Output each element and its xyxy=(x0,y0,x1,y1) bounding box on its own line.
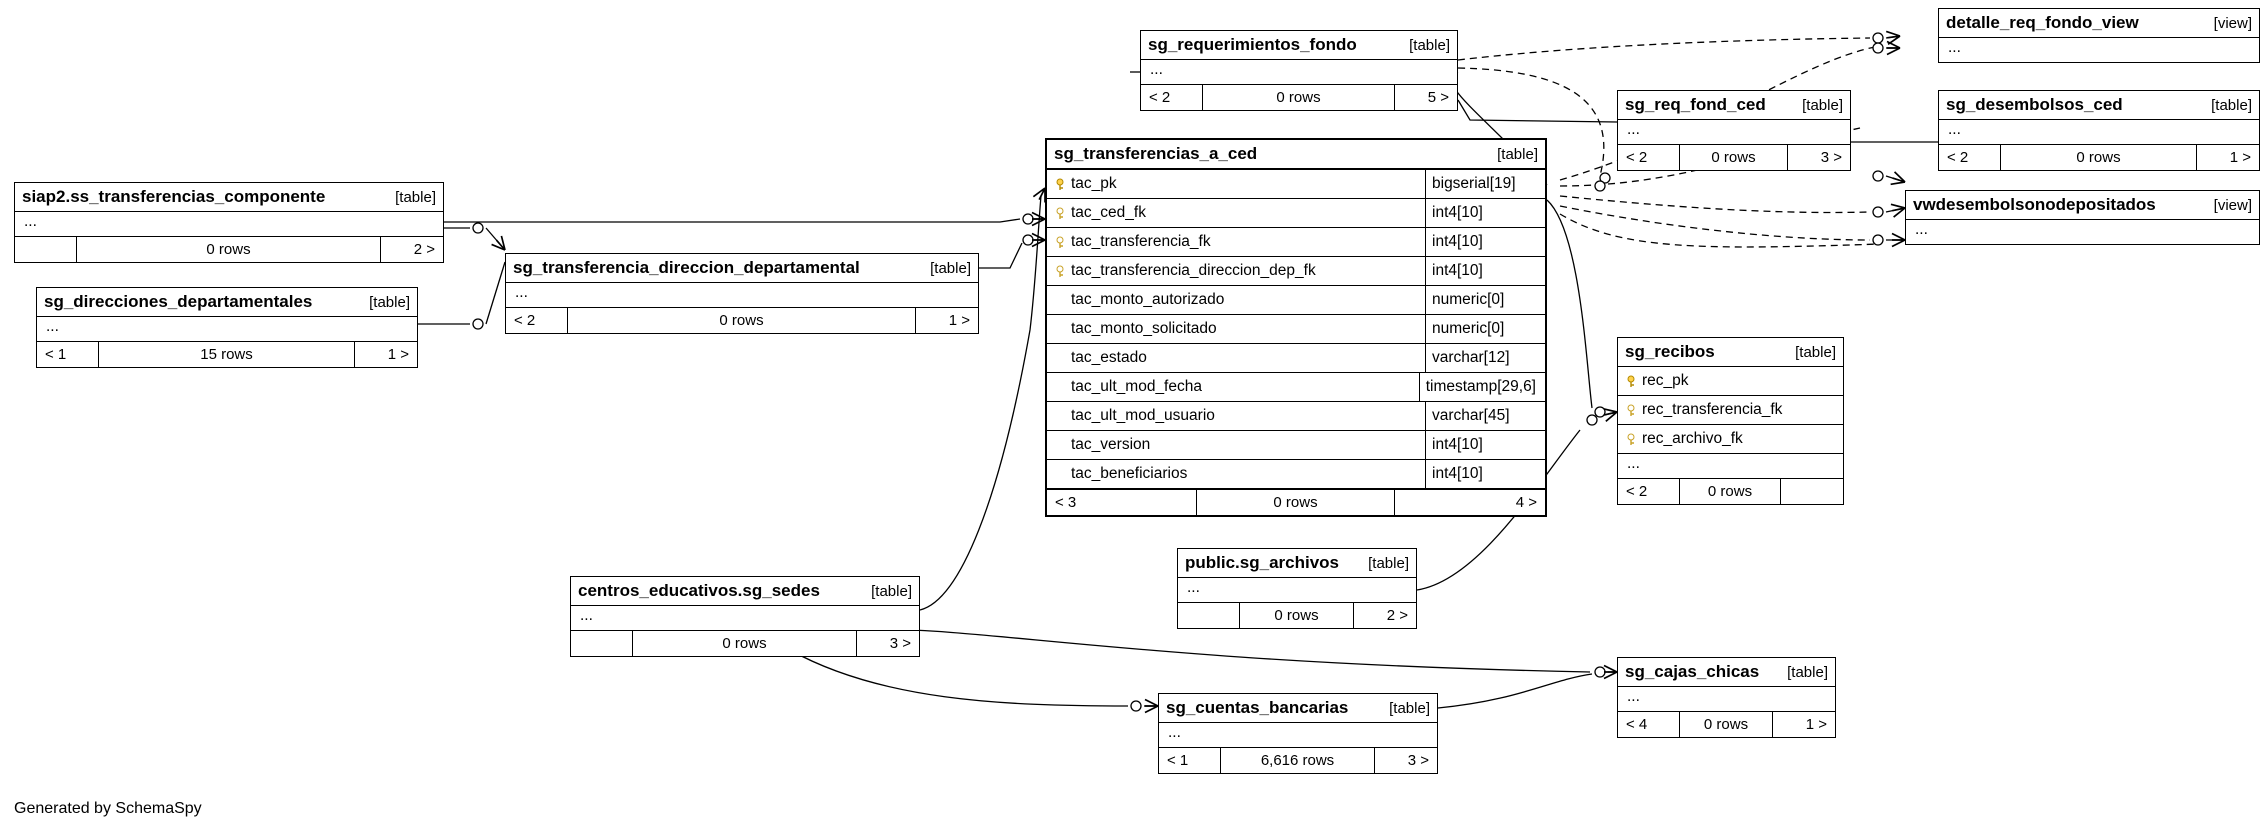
footer-left[interactable]: < 3 xyxy=(1047,490,1197,515)
table-kind: [table] xyxy=(1368,554,1409,572)
table-ellipsis: ... xyxy=(15,212,443,237)
table-header xyxy=(1618,338,1843,367)
table-public-sg_archivos[interactable] xyxy=(1177,548,1417,629)
table-header xyxy=(1159,694,1437,723)
table-row[interactable] xyxy=(1618,396,1843,425)
column-name-cell xyxy=(1047,344,1153,372)
table-header xyxy=(1939,9,2259,38)
table-kind: [table] xyxy=(395,188,436,206)
column-name-cell xyxy=(1047,431,1156,459)
footer-left xyxy=(15,237,77,262)
table-kind: [table] xyxy=(1795,343,1836,361)
table-header xyxy=(1906,191,2259,220)
table-ellipsis: ... xyxy=(1618,120,1850,145)
foreign-key-icon xyxy=(1627,404,1636,417)
footer-rows: 15 rows xyxy=(99,342,355,367)
table-row[interactable] xyxy=(1047,402,1545,431)
table-sg_transferencia_direccion_departamental[interactable] xyxy=(505,253,979,334)
table-ellipsis: ... xyxy=(1159,723,1437,748)
column-name-cell xyxy=(1047,402,1221,430)
footer-right[interactable]: 3 > xyxy=(1820,148,1842,166)
table-name: sg_cajas_chicas xyxy=(1625,662,1760,681)
table-name: sg_transferencia_direccion_departamental xyxy=(513,258,860,277)
column-name-cell xyxy=(1047,170,1123,198)
footer-right[interactable]: 2 > xyxy=(413,240,435,258)
table-row[interactable] xyxy=(1618,367,1843,396)
footer-right[interactable]: 5 > xyxy=(1427,88,1449,106)
column-name: tac_monto_solicitado xyxy=(1071,320,1217,337)
table-kind: [table] xyxy=(2211,96,2252,114)
footer-left[interactable]: < 2 xyxy=(1618,145,1680,170)
table-kind: [table] xyxy=(1787,663,1828,681)
column-name-cell xyxy=(1618,367,1695,395)
column-type: int4[10] xyxy=(1425,228,1545,256)
table-row[interactable] xyxy=(1047,373,1545,402)
table-centros_educativos-sg_sedes[interactable] xyxy=(570,576,920,657)
foreign-key-icon xyxy=(1056,236,1065,249)
column-name-cell xyxy=(1047,199,1152,227)
footer-rows: 0 rows xyxy=(77,237,381,262)
table-vwdesembolsonodepositados[interactable] xyxy=(1905,190,2260,245)
footer-rows: 0 rows xyxy=(568,308,916,333)
column-type: timestamp[29,6] xyxy=(1419,373,1545,401)
table-footer xyxy=(1141,85,1457,110)
footer-rows: 0 rows xyxy=(1680,145,1788,170)
footer-rows: 0 rows xyxy=(633,631,857,656)
footer-right[interactable]: 3 > xyxy=(1407,751,1429,769)
table-sg_recibos[interactable] xyxy=(1617,337,1844,505)
column-name: rec_archivo_fk xyxy=(1642,430,1743,447)
table-row[interactable] xyxy=(1047,199,1545,228)
table-ellipsis: ... xyxy=(1618,454,1843,479)
table-name: sg_desembolsos_ced xyxy=(1946,95,2123,114)
column-name: rec_transferencia_fk xyxy=(1642,401,1783,418)
table-kind: [table] xyxy=(930,259,971,277)
footer-right[interactable]: 3 > xyxy=(889,634,911,652)
table-name: sg_direcciones_departamentales xyxy=(44,292,313,311)
primary-key-icon xyxy=(1056,178,1065,191)
table-header xyxy=(1939,91,2259,120)
table-footer xyxy=(1047,490,1545,515)
table-row[interactable] xyxy=(1047,344,1545,373)
table-name: centros_educativos.sg_sedes xyxy=(578,581,820,600)
table-footer xyxy=(1939,145,2259,170)
column-name-cell xyxy=(1618,425,1749,453)
column-name: tac_beneficiarios xyxy=(1071,465,1188,482)
table-row[interactable] xyxy=(1047,431,1545,460)
table-kind: [table] xyxy=(1389,699,1430,717)
table-row[interactable] xyxy=(1047,286,1545,315)
footer-left[interactable]: < 2 xyxy=(506,308,568,333)
table-name: sg_req_fond_ced xyxy=(1625,95,1766,114)
table-header xyxy=(506,254,978,283)
column-type: int4[10] xyxy=(1425,431,1545,459)
footer-left[interactable]: < 2 xyxy=(1939,145,2001,170)
table-ellipsis: ... xyxy=(1178,578,1416,603)
footer-right xyxy=(1781,479,1843,504)
column-name: tac_ced_fk xyxy=(1071,204,1146,221)
column-type: numeric[0] xyxy=(1425,286,1545,314)
table-header xyxy=(1618,658,1835,687)
table-row[interactable] xyxy=(1618,425,1843,454)
table-kind: [table] xyxy=(1409,36,1450,54)
column-name-cell xyxy=(1047,315,1223,343)
column-type: int4[10] xyxy=(1425,257,1545,285)
table-sg_direcciones_departamentales[interactable] xyxy=(36,287,418,368)
footer-rows: 0 rows xyxy=(1240,603,1354,628)
table-footer xyxy=(15,237,443,262)
footer-right[interactable]: 1 > xyxy=(948,311,970,329)
table-sg_cajas_chicas[interactable] xyxy=(1617,657,1836,738)
footer-right[interactable]: 1 > xyxy=(1805,715,1827,733)
column-name: tac_monto_autorizado xyxy=(1071,291,1225,308)
column-name: tac_estado xyxy=(1071,349,1147,366)
table-footer xyxy=(1618,479,1843,504)
column-type: varchar[45] xyxy=(1425,402,1545,430)
table-sg_req_fond_ced[interactable] xyxy=(1617,90,1851,171)
table-header xyxy=(1178,549,1416,578)
column-name-cell xyxy=(1047,228,1217,256)
table-footer xyxy=(1159,748,1437,773)
table-footer xyxy=(1618,145,1850,170)
table-siap2-ss_transferencias_componente[interactable] xyxy=(14,182,444,263)
foreign-key-icon xyxy=(1056,207,1065,220)
table-kind: [table] xyxy=(1802,96,1843,114)
column-name-cell xyxy=(1618,396,1788,424)
footer-left[interactable]: < 1 xyxy=(37,342,99,367)
footer-left xyxy=(1178,603,1240,628)
table-header xyxy=(37,288,417,317)
table-kind: [view] xyxy=(2213,196,2252,214)
table-name: detalle_req_fondo_view xyxy=(1946,13,2139,32)
primary-key-icon xyxy=(1627,375,1636,388)
column-name-cell xyxy=(1047,286,1230,314)
table-kind: [table] xyxy=(871,582,912,600)
diagram-caption: Generated by SchemaSpy xyxy=(14,800,202,817)
column-name: rec_pk xyxy=(1642,372,1689,389)
footer-right[interactable]: 1 > xyxy=(387,345,409,363)
table-kind: [table] xyxy=(369,293,410,311)
column-name-cell xyxy=(1047,373,1208,401)
footer-rows: 0 rows xyxy=(1680,479,1781,504)
footer-left[interactable]: < 4 xyxy=(1618,712,1680,737)
footer-left[interactable]: < 2 xyxy=(1618,479,1680,504)
table-row[interactable] xyxy=(1047,170,1545,199)
table-footer xyxy=(1618,712,1835,737)
table-name: siap2.ss_transferencias_componente xyxy=(22,187,326,206)
table-detalle_req_fondo_view[interactable] xyxy=(1938,8,2260,63)
column-type: int4[10] xyxy=(1425,460,1545,488)
table-footer xyxy=(37,342,417,367)
table-ellipsis: ... xyxy=(506,283,978,308)
table-sg_cuentas_bancarias[interactable] xyxy=(1158,693,1438,774)
footer-rows: 0 rows xyxy=(2001,145,2197,170)
table-name: sg_transferencias_a_ced xyxy=(1054,144,1258,163)
footer-left[interactable]: < 2 xyxy=(1141,85,1203,110)
table-header xyxy=(15,183,443,212)
table-sg_requerimientos_fondo[interactable] xyxy=(1140,30,1458,111)
table-name: sg_requerimientos_fondo xyxy=(1148,35,1357,54)
footer-right[interactable]: 1 > xyxy=(2229,148,2251,166)
footer-rows: 0 rows xyxy=(1203,85,1395,110)
footer-right[interactable]: 2 > xyxy=(1386,606,1408,624)
foreign-key-icon xyxy=(1056,265,1065,278)
table-ellipsis: ... xyxy=(1948,39,1961,56)
table-sg_transferencias_a_ced[interactable] xyxy=(1045,138,1547,517)
table-ellipsis: ... xyxy=(37,317,417,342)
table-row[interactable] xyxy=(1047,460,1545,490)
table-name: sg_cuentas_bancarias xyxy=(1166,698,1349,717)
column-name: tac_ult_mod_fecha xyxy=(1071,378,1202,395)
table-kind: [table] xyxy=(1497,145,1538,163)
footer-left[interactable]: < 1 xyxy=(1159,748,1221,773)
foreign-key-icon xyxy=(1627,433,1636,446)
table-name: public.sg_archivos xyxy=(1185,553,1339,572)
footer-right[interactable]: 4 > xyxy=(1515,494,1537,511)
column-list xyxy=(1047,170,1545,490)
table-sg_desembolsos_ced[interactable] xyxy=(1938,90,2260,171)
column-list xyxy=(1618,367,1843,454)
column-type: numeric[0] xyxy=(1425,315,1545,343)
column-name: tac_ult_mod_usuario xyxy=(1071,407,1215,424)
table-kind: [view] xyxy=(2213,14,2252,32)
table-row[interactable] xyxy=(1047,315,1545,344)
table-name: vwdesembolsonodepositados xyxy=(1913,195,2156,214)
table-header xyxy=(1047,140,1545,170)
table-ellipsis: ... xyxy=(1141,60,1457,85)
footer-rows: 0 rows xyxy=(1680,712,1773,737)
table-footer xyxy=(506,308,978,333)
table-header xyxy=(1141,31,1457,60)
column-type: int4[10] xyxy=(1425,199,1545,227)
column-type: bigserial[19] xyxy=(1425,170,1545,198)
column-name: tac_pk xyxy=(1071,175,1117,192)
column-name: tac_transferencia_fk xyxy=(1071,233,1211,250)
table-footer xyxy=(571,631,919,656)
footer-rows: 0 rows xyxy=(1197,490,1395,515)
column-name: tac_version xyxy=(1071,436,1151,453)
table-ellipsis: ... xyxy=(571,606,919,631)
table-header xyxy=(571,577,919,606)
table-name: sg_recibos xyxy=(1625,342,1715,361)
table-ellipsis: ... xyxy=(1939,120,2259,145)
column-name-cell xyxy=(1047,460,1193,488)
table-row[interactable] xyxy=(1047,257,1545,286)
table-row[interactable] xyxy=(1047,228,1545,257)
footer-left xyxy=(571,631,633,656)
column-name: tac_transferencia_direccion_dep_fk xyxy=(1071,262,1316,279)
column-name-cell xyxy=(1047,257,1322,285)
table-ellipsis: ... xyxy=(1618,687,1835,712)
table-footer xyxy=(1178,603,1416,628)
table-header xyxy=(1618,91,1850,120)
footer-rows: 6,616 rows xyxy=(1221,748,1375,773)
column-type: varchar[12] xyxy=(1425,344,1545,372)
table-ellipsis: ... xyxy=(1915,221,1928,238)
